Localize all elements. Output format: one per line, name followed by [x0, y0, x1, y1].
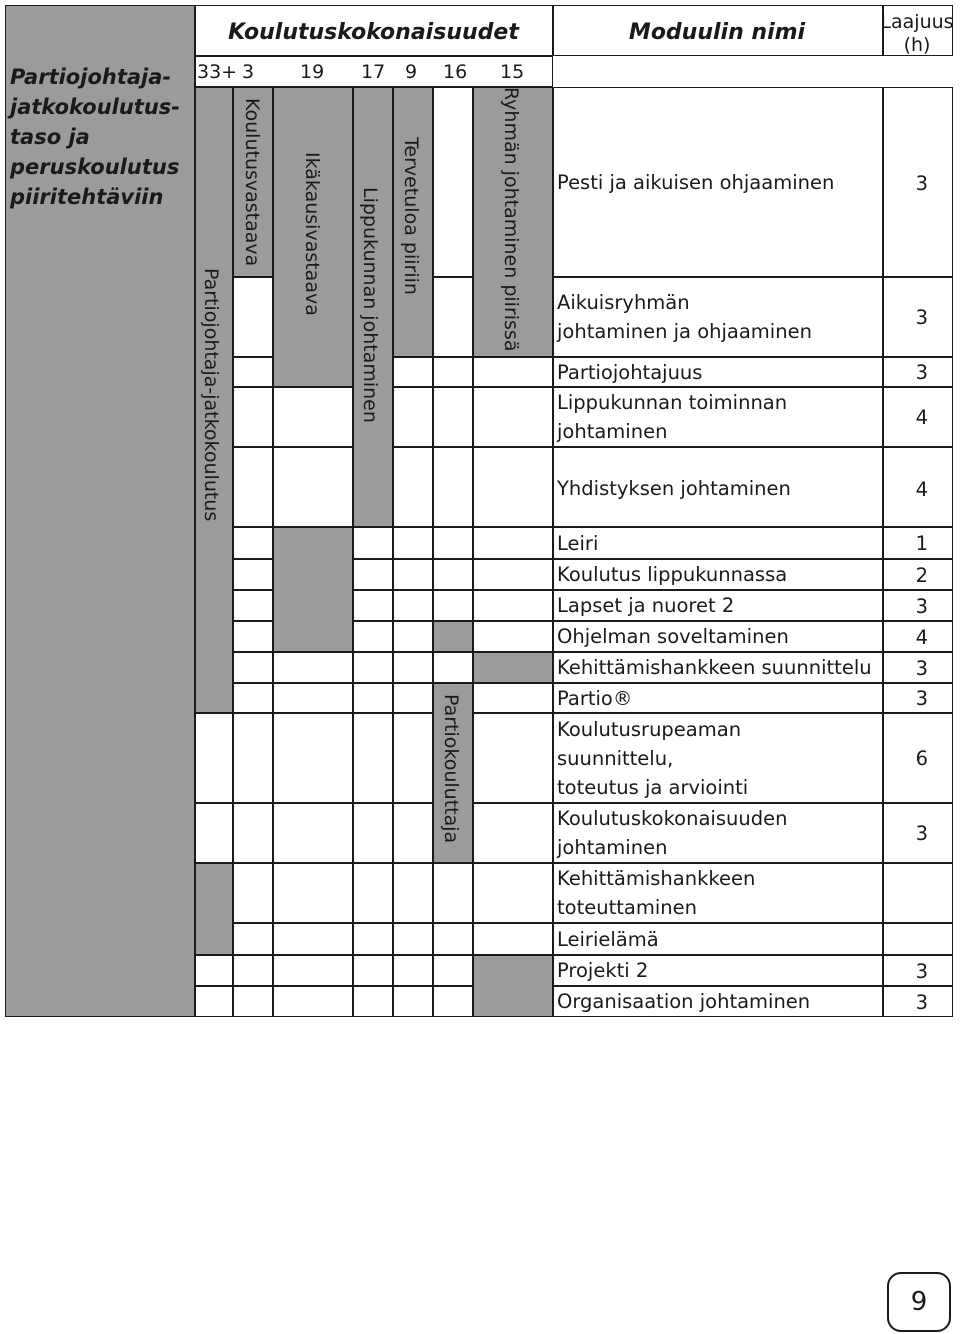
grid-cell — [433, 986, 473, 1017]
columns-title: Koulutuskokonaisuudet — [228, 20, 519, 45]
module-name: Projekti 2 — [557, 959, 649, 982]
grid-cell — [473, 527, 553, 559]
module-name: Kehittämishankkeen suunnittelu — [557, 656, 872, 679]
grid-cell — [353, 955, 393, 986]
grid-cell — [393, 447, 433, 527]
module-name: Yhdistyksen johtaminen — [557, 477, 791, 500]
grid-cell — [473, 683, 553, 713]
grid-cell — [273, 683, 353, 713]
program-label-koulutusvastaava: Koulutusvastaava — [241, 98, 263, 267]
grid-cell — [273, 447, 353, 527]
module-name: Leirielämä — [557, 927, 659, 951]
grid-cell — [273, 713, 353, 803]
module-hours: 3 — [915, 594, 928, 618]
grid-cell — [233, 357, 273, 387]
grid-cell — [233, 955, 273, 986]
grid-cell — [883, 923, 953, 955]
module-name: Leiri — [557, 531, 599, 555]
grid-cell — [353, 559, 393, 590]
grid-cell — [473, 590, 553, 621]
hours-title: Laajuus (h) — [880, 11, 954, 56]
grid-cell — [433, 863, 473, 923]
program-label-partiokouluttaja: Partiokouluttaja — [440, 694, 462, 844]
grid-cell — [433, 955, 473, 986]
module-hours: 4 — [915, 406, 928, 429]
grid-cell — [393, 713, 433, 803]
grid-cell — [433, 447, 473, 527]
grid-cell — [433, 923, 473, 955]
grid-cell — [233, 863, 273, 923]
grid-cell — [393, 683, 433, 713]
bar-ikakausivastaava-lower — [273, 527, 353, 652]
grid-cell — [273, 986, 353, 1017]
grid-cell — [233, 652, 273, 683]
column-number: 33+ — [197, 61, 238, 83]
module-hours: 3 — [915, 172, 928, 195]
module-hours: 4 — [915, 625, 928, 649]
grid-cell — [195, 955, 233, 986]
grid-cell — [393, 652, 433, 683]
grid-cell — [233, 590, 273, 621]
grid-cell — [353, 986, 393, 1017]
module-name: Lapset ja nuoret 2 — [557, 594, 735, 617]
grid-cell — [473, 621, 553, 652]
grid-cell — [473, 387, 553, 447]
module-hours: 3 — [915, 822, 928, 845]
grid-cell — [393, 621, 433, 652]
grid-cell — [273, 955, 353, 986]
module-name: Lippukunnan toiminnan johtaminen — [557, 391, 788, 443]
grid-cell — [473, 803, 553, 863]
module-name: Ohjelman soveltaminen — [557, 625, 789, 648]
grid-cell — [233, 527, 273, 559]
module-name: Koulutus lippukunnassa — [557, 563, 788, 586]
grid-cell — [473, 863, 553, 923]
grid-cell — [233, 986, 273, 1017]
grid-cell — [353, 621, 393, 652]
grid-cell — [233, 713, 273, 803]
grid-cell — [433, 652, 473, 683]
grid-cell — [433, 277, 473, 357]
program-label-tervetuloa-piiriin: Tervetuloa piiriin — [400, 137, 422, 295]
bar-projekti — [473, 955, 553, 1017]
program-label-ryhman-johtaminen-piirissa: Ryhmän johtaminen piirissä — [500, 87, 522, 352]
module-name: Koulutusrupeaman suunnittelu, toteutus ja arviointi — [557, 717, 749, 799]
grid-cell — [233, 803, 273, 863]
grid-cell — [473, 357, 553, 387]
grid-cell — [433, 590, 473, 621]
grid-cell — [353, 863, 393, 923]
grid-cell — [233, 923, 273, 955]
grid-cell — [353, 527, 393, 559]
module-name: Partiojohtajuus — [557, 360, 703, 384]
grid-cell — [195, 713, 233, 803]
grid-cell — [393, 559, 433, 590]
page-number: 9 — [887, 1272, 951, 1332]
module-hours: 3 — [915, 687, 928, 710]
grid-cell — [353, 713, 393, 803]
grid-cell — [233, 683, 273, 713]
grid-cell — [195, 986, 233, 1017]
module-hours: 4 — [915, 478, 928, 501]
program-label-partiojohtaja-jatkokoulutus: Partiojohtaja-jatkokoulutus — [200, 268, 222, 522]
grid-cell — [233, 447, 273, 527]
grid-cell — [353, 803, 393, 863]
column-number: 9 — [405, 61, 418, 83]
module-name: Kehittämishankkeen toteuttaminen — [557, 867, 756, 919]
column-number: 19 — [300, 61, 325, 83]
bar-koulutusvastaava-lower — [195, 863, 233, 955]
module-hours: 3 — [915, 656, 928, 680]
grid-cell — [433, 559, 473, 590]
column-number: 17 — [361, 61, 386, 83]
grid-cell — [353, 590, 393, 621]
grid-cell — [433, 387, 473, 447]
grid-cell — [393, 863, 433, 923]
grid-cell — [473, 713, 553, 803]
grid-cell — [433, 87, 473, 277]
grid-cell — [233, 277, 273, 357]
program-label-lippukunnan-johtaminen: Lippukunnan johtaminen — [359, 187, 381, 423]
grid-cell — [473, 559, 553, 590]
grid-cell — [473, 923, 553, 955]
grid-cell — [393, 923, 433, 955]
module-hours: 2 — [915, 563, 928, 587]
module-name: Pesti ja aikuisen ohjaaminen — [557, 171, 835, 194]
grid-cell — [353, 923, 393, 955]
bar-kehittamishankkeen-suunnittelu — [473, 652, 553, 683]
grid-cell — [353, 683, 393, 713]
level-title: Partiojohtaja- jatkokoulutus- taso ja peruskoulutus piiritehtäviin — [10, 65, 180, 209]
module-hours: 3 — [915, 990, 928, 1014]
module-name: Organisaation johtaminen — [557, 990, 811, 1013]
module-hours: 3 — [915, 306, 928, 329]
grid-cell — [393, 590, 433, 621]
grid-cell — [473, 447, 553, 527]
grid-cell — [393, 357, 433, 387]
grid-cell — [273, 652, 353, 683]
grid-cell — [433, 357, 473, 387]
grid-cell — [553, 527, 883, 559]
module-hours: 6 — [915, 747, 928, 770]
grid-cell — [883, 863, 953, 923]
column-number: 16 — [443, 61, 468, 83]
module-hours: 1 — [915, 532, 928, 555]
grid-cell — [233, 559, 273, 590]
grid-cell — [233, 387, 273, 447]
grid-cell — [433, 527, 473, 559]
grid-cell — [233, 621, 273, 652]
program-label-ikakausivastaava: Ikäkausivastaava — [301, 152, 323, 316]
grid-cell — [195, 803, 233, 863]
column-number: 3 — [242, 61, 255, 83]
grid-cell — [273, 923, 353, 955]
module-title: Moduulin nimi — [628, 20, 806, 45]
module-hours: 3 — [915, 959, 928, 983]
grid-cell — [273, 387, 353, 447]
grid-cell — [393, 803, 433, 863]
module-name: Koulutuskokonaisuuden johtaminen — [557, 807, 788, 859]
grid-cell — [273, 803, 353, 863]
column-number: 15 — [500, 61, 525, 83]
grid-cell — [393, 986, 433, 1017]
module-name: Partio® — [557, 686, 633, 710]
bar-ohjelman-soveltaminen — [433, 621, 473, 652]
module-hours: 3 — [915, 361, 928, 384]
grid-cell — [393, 955, 433, 986]
module-name: Aikuisryhmän johtaminen ja ohjaaminen — [557, 291, 812, 343]
grid-cell — [393, 387, 433, 447]
grid-cell — [353, 652, 393, 683]
grid-cell — [273, 863, 353, 923]
grid-cell — [393, 527, 433, 559]
